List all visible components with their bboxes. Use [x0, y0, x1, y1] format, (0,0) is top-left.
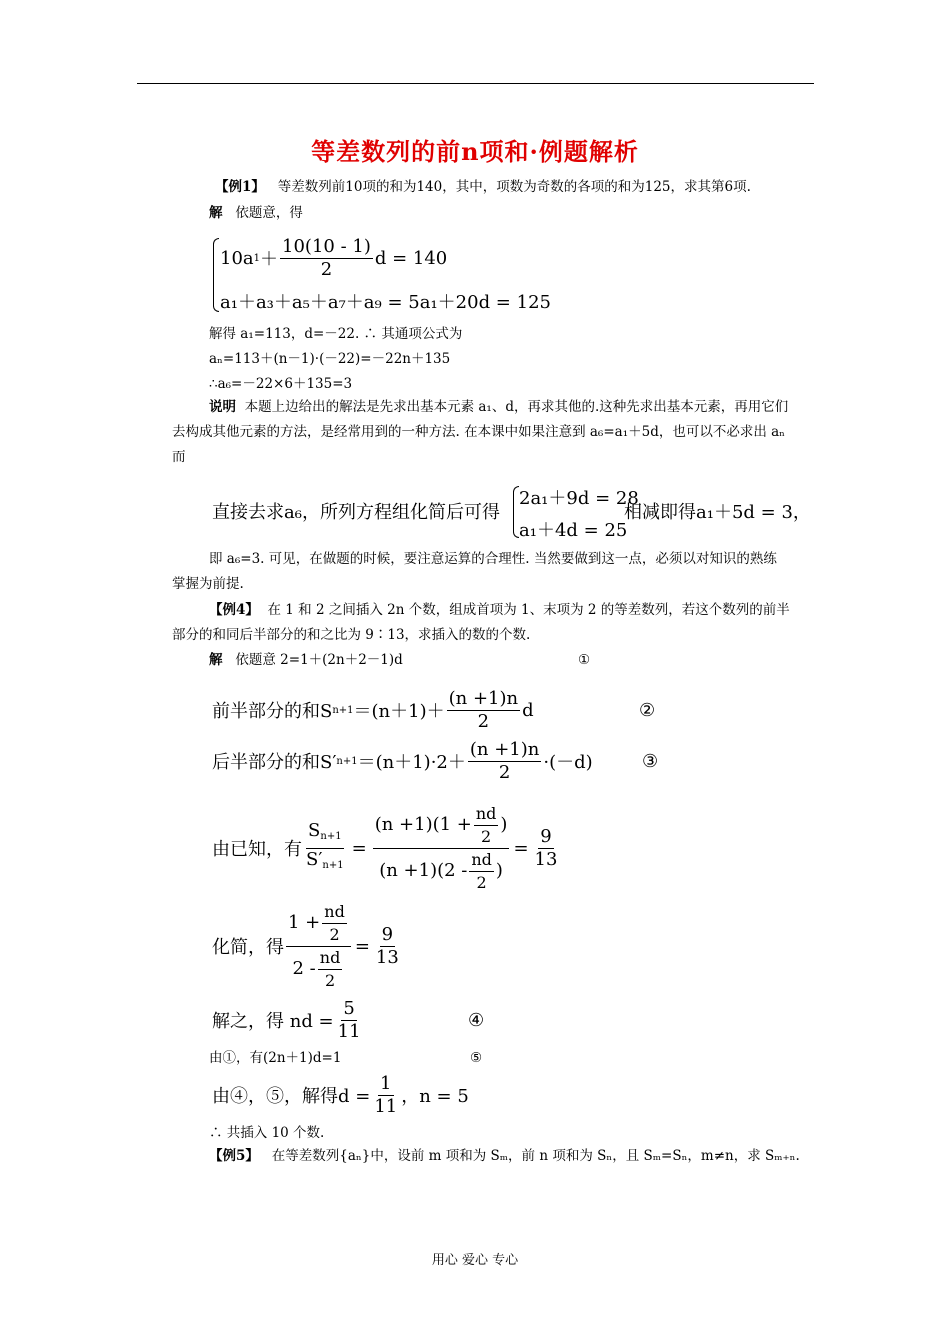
solve-nd [212, 995, 365, 1045]
known-right-fraction [533, 826, 560, 871]
known-left-fraction [304, 820, 346, 877]
example-5-question [209, 1147, 800, 1165]
eq1-coef: 10a [220, 247, 254, 269]
simp-den-inner [318, 947, 343, 992]
simp-right-den: 13 [375, 946, 399, 968]
from45-label: 由④，⑤，解得d = [212, 1086, 371, 1107]
equation-2: a₁＋a₃＋a₅＋a₇＋a₉ = 5a₁＋20d = 125 [220, 292, 551, 313]
known-left-num-s: S [308, 819, 321, 841]
page-footer: 用心 爱心 专心 [431, 1253, 519, 1268]
simplified-ratio [212, 898, 403, 994]
from45-num: 1 [380, 1072, 392, 1094]
example-4-question [172, 598, 790, 648]
simp-equals: = [354, 935, 370, 957]
simp-den-pre: 2 - [292, 958, 316, 979]
inner-two: 2 [476, 872, 487, 892]
solution-intro-text: 依题意，得 [235, 205, 303, 221]
mark-3: ③ [642, 751, 659, 772]
simp-right-num: 9 [381, 923, 394, 945]
inner-two: 2 [324, 970, 336, 990]
back-sub: n+1 [336, 755, 358, 767]
back-fraction [468, 739, 542, 784]
simp-num-pre: 1 + [288, 912, 321, 933]
eq1-plus: ＋ [260, 249, 279, 270]
solution-4-label: 解 [209, 652, 223, 668]
known-ratio [212, 800, 561, 896]
back-half-sum [212, 737, 593, 785]
inner-two: 2 [481, 826, 492, 846]
inner-nd: nd [318, 947, 343, 970]
from45-fraction [372, 1073, 399, 1118]
example-1-label: 【例1】 [215, 179, 265, 195]
known-left-num [306, 820, 344, 849]
note-paragraph [172, 395, 790, 470]
note-direct: 直接去求a₆，所列方程组化简后可得 [212, 502, 500, 523]
known-middle-den-pre: (n +1)(2 - [379, 860, 468, 881]
eq1-tail: d = 140 [374, 247, 448, 269]
known-equals-2: = [513, 837, 529, 859]
mark-4: ④ [468, 1010, 485, 1031]
system-brace [213, 238, 219, 312]
solution-4-line [209, 651, 403, 669]
known-left-num-sub: n+1 [320, 830, 342, 842]
simp-den [291, 947, 347, 992]
solve-d [212, 1070, 469, 1120]
example-1-question [215, 178, 751, 196]
known-right-den: 13 [534, 848, 558, 870]
known-left-den-sub: n+1 [322, 859, 344, 871]
example-5-label: 【例5】 [209, 1148, 259, 1164]
inner-nd: nd [474, 803, 499, 826]
known-middle-fraction [373, 803, 510, 894]
solution-1-line-2: aₙ=113＋(n－1)·(－22)=－22n＋135 [209, 351, 451, 367]
total-inserted: ∴ 共插入 10 个数. [209, 1125, 325, 1141]
from45-tail: ，n = 5 [401, 1086, 469, 1107]
equation-1 [220, 234, 447, 282]
front-half-sum [212, 686, 534, 734]
simp-num-inner [322, 901, 347, 946]
back-label: 后半部分的和S′ [212, 752, 337, 773]
known-middle-den [377, 849, 505, 894]
simp-label: 化简，得 [212, 937, 284, 958]
header-rule [137, 83, 814, 84]
known-left-den [304, 849, 346, 877]
solution-1-line-3: ∴a₆=－22×6＋135=3 [209, 376, 353, 392]
inner-two: 2 [329, 924, 340, 944]
known-middle-num [373, 803, 510, 849]
solution-1-intro [209, 204, 303, 222]
simp-fraction [286, 901, 351, 992]
solution-1-line-1: 解得 a₁=113，d=－22. ∴ 其通项公式为 [209, 326, 463, 342]
solve-label: 解之，得 nd = [212, 1011, 334, 1032]
mark-1: ① [578, 652, 591, 668]
eq1-numerator: 10(10 - 1) [282, 235, 371, 257]
note-system-eq-1: 2a₁＋9d = 28 [519, 488, 639, 509]
solve-fraction [336, 998, 363, 1043]
front-d: d [522, 699, 534, 721]
note-system-eq-2: a₁＋4d = 25 [519, 520, 628, 541]
known-left-den-s: S′ [306, 848, 323, 870]
front-numerator: (n +1)n [448, 687, 519, 709]
known-middle-num-inner [474, 803, 499, 848]
solution-label: 解 [209, 205, 223, 221]
page-title: 等差数列的前n项和·例题解析 [311, 137, 639, 166]
solve-num: 5 [343, 997, 355, 1019]
known-middle-num-pre: (n +1)(1 + [374, 814, 472, 835]
eq1-fraction [280, 236, 373, 281]
front-eq: ＝(n＋1)＋ [353, 701, 445, 722]
note-text: 本题上边给出的解法是先求出基本元素 a₁、d，再求其他的.这种先求出基本元素，再用它们去构成其他元素的方法，是经常用到的一种方法. 在本课中如果注意到 a₆=a₁＋5d，也可以不必求出 aₙ 而 [172, 399, 789, 465]
from45-den: 11 [374, 1095, 398, 1117]
example-1-question-text: 等差数列前10项的和为140，其中，项数为奇数的各项的和为125，求其第6项. [277, 179, 751, 195]
eq1-denominator: 2 [320, 258, 333, 280]
mark-5: ⑤ [470, 1050, 483, 1066]
back-numerator: (n +1)n [469, 738, 540, 760]
solution-4-text: 依题意 2=1＋(2n＋2－1)d [235, 652, 403, 668]
inner-nd: nd [322, 901, 347, 924]
simp-num [286, 901, 351, 947]
note-conclusion: 即 a₆=3. 可见，在做题的时候，要注意运算的合理性. 当然要做到这一点，必须以对知识的熟练掌握为前提. [172, 551, 777, 592]
back-tail: ·(－d) [543, 752, 593, 773]
mark-2: ② [639, 700, 656, 721]
inner-nd: nd [469, 849, 494, 872]
front-sub: n+1 [332, 704, 354, 716]
example-5-question-text: 在等差数列{aₙ}中，设前 m 项和为 Sₘ，前 n 项和为 Sₙ，且 Sₘ=Sₙ，m≠n，求 Sₘ₊ₙ. [271, 1148, 800, 1164]
note-direct-tail: 相减即得a₁＋5d = 3， [624, 502, 811, 523]
eq1-sub: 1 [253, 252, 261, 264]
known-equals-1: = [351, 837, 367, 859]
solve-den: 11 [337, 1020, 361, 1042]
front-denominator: 2 [477, 710, 490, 732]
back-eq: ＝(n＋1)·2＋ [357, 752, 466, 773]
front-fraction [447, 688, 521, 733]
known-right-num: 9 [540, 825, 552, 847]
simp-right-fraction [374, 924, 401, 969]
note-label: 说明 [209, 399, 236, 415]
known-middle-den-inner [469, 849, 494, 894]
front-label: 前半部分的和S [212, 701, 333, 722]
example-4-label: 【例4】 [209, 602, 259, 618]
known-middle-num-post: ) [500, 814, 508, 835]
example-4-question-text: 在 1 和 2 之间插入 2n 个数，组成首项为 1、末项为 2 的等差数列，若这个数列的前半部分的和同后半部分的和之比为 9∶13，求插入的数的个数. [172, 602, 790, 643]
known-middle-den-post: ) [495, 860, 503, 881]
back-denominator: 2 [498, 761, 511, 783]
from-1: 由①，有(2n＋1)d=1 [209, 1050, 342, 1066]
known-label: 由已知，有 [212, 839, 302, 860]
